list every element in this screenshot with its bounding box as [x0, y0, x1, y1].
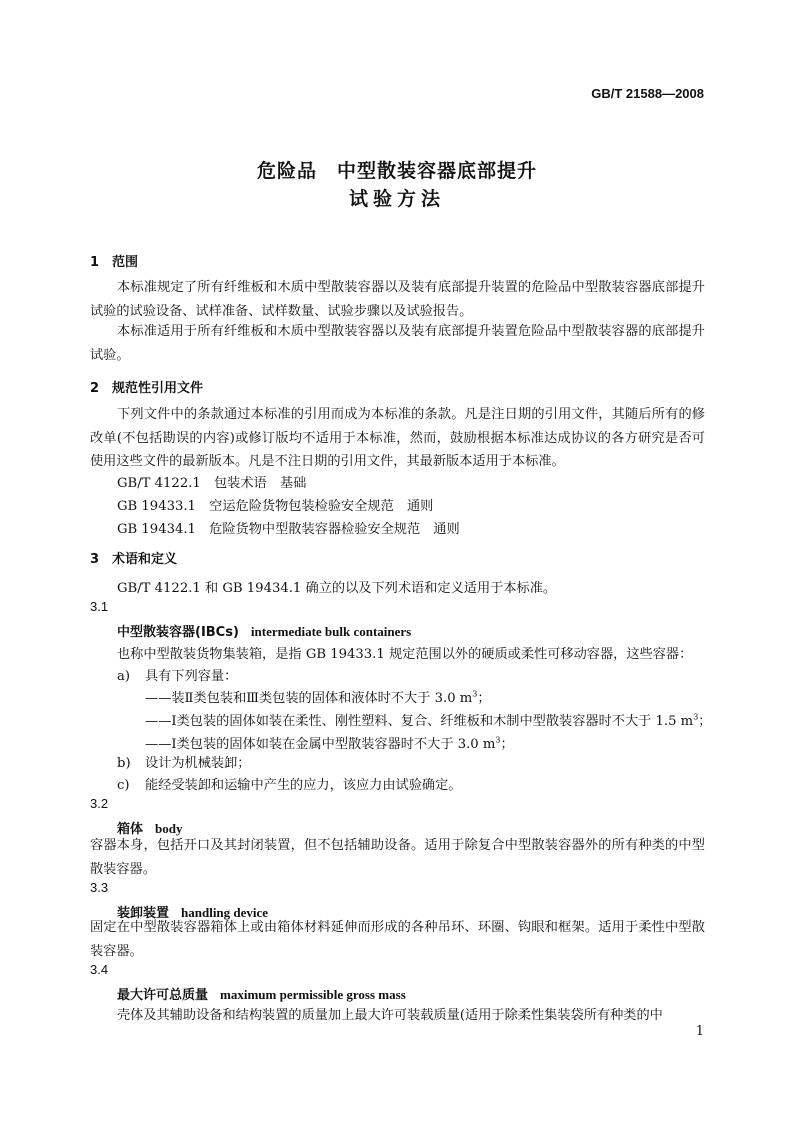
term-definition: 也称中型散装货物集装箱，是指 GB 19433.1 规定范围以外的硬质或柔性可移动容器，这些容器： [117, 647, 693, 662]
clause-number: 3.3 [90, 880, 109, 895]
term-english: maximum permissible gross mass [220, 987, 406, 1002]
term-english: intermediate bulk containers [250, 624, 412, 639]
dash-item: ——Ⅰ类包装的固体如装在柔性、刚性塑料、复合、纤维板和木制中型散装容器时不大于 1.5 $m^3$； [145, 712, 712, 729]
page-subtitle: 试验方法 [348, 188, 445, 210]
term-chinese: 箱体 [117, 822, 144, 837]
term-definition: 固定在中型散装容器箱体上或由箱体材料延伸而形成的各种吊环、环圈、钩眼和框架。适用于柔性中型散装容器。 [90, 920, 705, 959]
section-title: 术语和定义 [112, 552, 178, 567]
reference-item: GB 19434.1 危险货物中型散装容器检验安全规范 通则 [117, 522, 460, 537]
term-chinese: 最大许可总质量 [117, 988, 209, 1003]
standard-number: GB/T 21588—2008 [591, 86, 704, 101]
section-number: 2 [90, 381, 100, 396]
term-chinese: 装卸装置 [117, 906, 170, 921]
list-item [117, 665, 237, 684]
clause-number: 3.1 [90, 599, 109, 614]
section-title: 范围 [112, 255, 139, 270]
term-chinese: 中型散装容器(IBCs) [117, 625, 239, 640]
clause-number: 3.2 [90, 796, 109, 811]
references-paragraph: 下列文件中的条款通过本标准的引用而成为本标准的条款。凡是注日期的引用文件，其随后所有的修改单(不包括勘误的内容)或修订版均不适用于本标准，然而，鼓励根据本标准达成协议的各方研究是否可使用这些文件的最新版本。凡是不注日期的引用文件，其最新版本适用于本标准。 [90, 407, 705, 469]
list-label: c) [117, 778, 130, 793]
reference-item: GB 19433.1 空运危险货物包装检验安全规范 通则 [117, 499, 434, 514]
terms-intro: GB/T 4122.1 和 GB 19434.1 确立的以及下列术语和定义适用于本标准。 [117, 581, 557, 596]
term-english: handling device [181, 905, 269, 920]
term-definition: 壳体及其辅助设备和结构装置的质量加上最大许可装载质量(适用于除柔性集装袋所有种类的中 [117, 1008, 663, 1023]
section-heading-terms [90, 548, 177, 567]
section-number: 3 [90, 552, 100, 567]
term-definition: 容器本身，包括开口及其封闭装置，但不包括辅助设备。适用于除复合中型散装容器外的所有种类的中型散装容器。 [90, 838, 705, 877]
list-item [117, 774, 462, 793]
list-text: 具有下列容量： [145, 669, 238, 684]
dash-item: ——Ⅰ类包装的固体如装在金属中型散装容器时不大于 3.0 $m^3$； [145, 735, 514, 752]
list-label: a) [117, 669, 131, 684]
reference-item: GB/T 4122.1 包装术语 基础 [117, 476, 307, 491]
list-text: 能经受装卸和运输中产生的应力，该应力由试验确定。 [145, 778, 462, 793]
scope-paragraph-2: 本标准适用于所有纤维板和木质中型散装容器以及装有底部提升装置危险品中型散装容器的底部提升试验。 [90, 324, 705, 363]
section-heading-normative-references [90, 377, 203, 396]
scope-paragraph-1: 本标准规定了所有纤维板和木质中型散装容器以及装有底部提升装置的危险品中型散装容器底部提升试验的试验设备、试样准备、试样数量、试验步骤以及试验报告。 [90, 280, 705, 319]
list-text: 设计为机械装卸； [145, 756, 251, 771]
page-title: 危险品 中型散装容器底部提升 [256, 160, 537, 182]
clause-number: 3.4 [90, 962, 109, 977]
term-heading [117, 984, 406, 1003]
section-number: 1 [90, 255, 100, 270]
section-heading-scope [90, 251, 138, 270]
term-english: body [155, 821, 183, 836]
dash-item: ——装Ⅱ类包装和Ⅲ类包装的固体和液体时不大于 3.0 $m^3$； [145, 689, 491, 706]
list-item [117, 752, 251, 771]
page-number: 1 [695, 1024, 704, 1039]
term-heading [117, 621, 411, 640]
list-label: b) [117, 756, 131, 771]
section-title: 规范性引用文件 [112, 381, 204, 396]
